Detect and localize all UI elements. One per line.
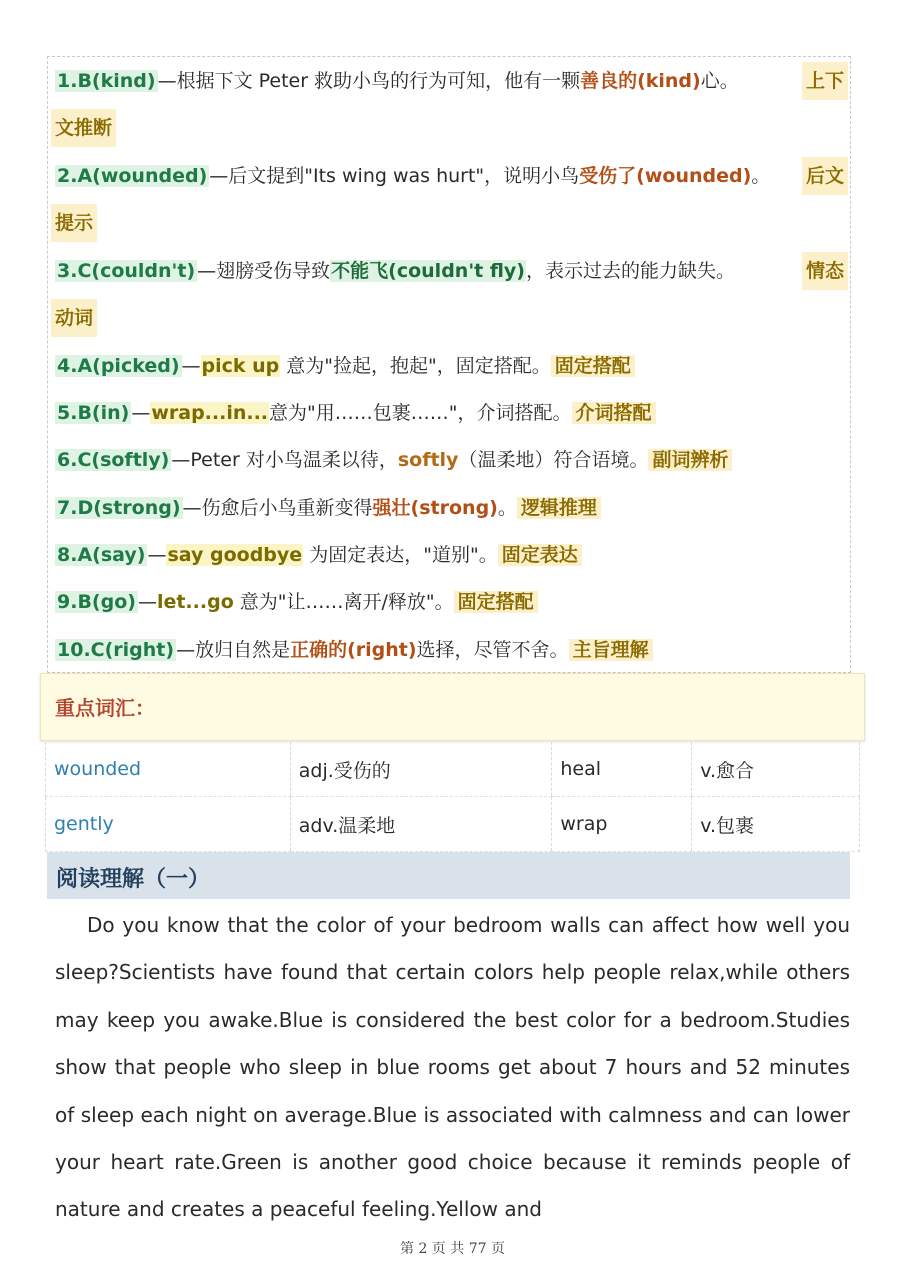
answer-8 [55,536,582,574]
answer-text: 伤愈后小鸟重新变得 [201,497,373,519]
section-header [47,852,850,899]
answer-text-2: 选择，尽管不舍。 [416,639,569,661]
answer-tag: 情态 [802,252,848,290]
answer-tag: 固定搭配 [454,591,538,613]
vocab-definition: v.愈合 [692,742,860,797]
answer-keyword: say goodbye [167,544,303,566]
vocab-row [46,797,860,852]
vocab-word: gently [46,797,291,852]
answer-label: 6.C(softly) [57,449,170,471]
answer-text-2: （温柔地）符合语境。 [458,449,649,471]
answer-dash: — [171,449,191,471]
answer-4 [55,347,635,385]
answer-tag: 固定搭配 [551,355,635,377]
answer-text: 翅膀受伤导致 [216,260,331,282]
answer-label: 2.A(wounded) [57,165,208,187]
answer-text-2: ，表示过去的能力缺失。 [526,260,736,282]
answer-dash: — [181,355,201,377]
answer-dash: — [197,260,217,282]
answer-keyword: wrap...in... [151,402,269,424]
vocab-row [46,742,860,797]
answer-highlight: 受伤了(wounded) [579,165,752,187]
vocab-word: heal [552,742,692,797]
answer-label: 8.A(say) [57,544,146,566]
answer-label: 10.C(right) [57,639,175,661]
answer-dash: — [131,402,151,424]
answer-3 [55,252,735,290]
answer-text: 意为"让……离开/释放"。 [233,591,454,613]
answer-keyword: softly [397,449,459,471]
answer-tag-cont: 动词 [51,299,97,337]
vocab-definition: adv.温柔地 [290,797,552,852]
answer-text-2: 。 [751,165,771,187]
vocab-word: wrap [552,797,692,852]
vocab-header [40,673,865,741]
answer-tag: 后文 [802,157,848,195]
answer-7 [55,489,601,527]
answer-highlight: 不能飞(couldn't fly) [331,260,525,282]
answer-tag: 主旨理解 [569,639,653,661]
answer-keyword: pick up [201,355,280,377]
answer-highlight: 善良的(kind) [580,70,701,92]
answer-2 [55,157,770,195]
answer-tag: 上下 [802,62,848,100]
answer-text: 后文提到"Its wing was hurt"，说明小鸟 [228,165,580,187]
answer-tag: 固定表达 [498,544,582,566]
answer-label: 3.C(couldn't) [57,260,196,282]
answer-label: 1.B(kind) [57,70,156,92]
vocab-definition: v.包裹 [692,797,860,852]
answer-text: 根据下文 Peter 救助小鸟的行为可知，他有一颗 [176,70,581,92]
page-footer: 第 2 页 共 77 页 [400,1241,505,1257]
answer-dash: — [157,70,177,92]
answer-text: 意为"捡起，抱起"，固定搭配。 [280,355,551,377]
passage-paragraph: Do you know that the color of your bedroom walls can affect how well you sleep?Scientists have found that certain colors help people relax,while others may keep you awake.Blue is considered the best color for a bedroom.Studies show that people who sleep in blue rooms get about 7 hours and 52 minutes of sleep each night on average.Blue is associated with calmness and can lower your heart rate.Green is another good choice because it reminds people of nature and creates a peaceful feeling.Yellow and [55,913,850,1222]
answer-text: 为固定表达，"道别"。 [303,544,498,566]
answer-label: 4.A(picked) [57,355,180,377]
answer-label: 9.B(go) [57,591,136,613]
reading-passage [55,902,850,1234]
answer-label: 7.D(strong) [57,497,181,519]
answer-dash: — [176,639,196,661]
answer-tag: 介词搭配 [572,402,656,424]
answer-dash: — [182,497,202,519]
vocab-title: 重点词汇： [55,696,155,720]
answer-1 [55,62,739,100]
answer-tag: 逻辑推理 [517,497,601,519]
answer-highlight: 正确的(right) [290,639,417,661]
section-title: 阅读理解（一） [56,867,211,892]
answer-text-2: 。 [497,497,517,519]
answer-highlight: 强壮(strong) [372,497,498,519]
answer-dash: — [209,165,229,187]
answer-5 [55,394,656,432]
answer-dash: — [147,544,167,566]
answer-keyword: let...go [156,591,234,613]
answer-6 [55,441,732,479]
vocab-word: wounded [46,742,291,797]
vocab-definition: adj.受伤的 [290,742,552,797]
answer-text: 意为"用……包裹……"，介词搭配。 [269,402,572,424]
answer-tag-cont: 文推断 [51,109,116,147]
answer-tag: 副词辨析 [648,449,732,471]
answer-text: Peter 对小鸟温柔以待， [190,449,398,471]
answer-text-2: 心。 [700,70,739,92]
answer-9 [55,583,538,621]
answer-10 [55,631,653,669]
answer-dash: — [137,591,157,613]
answer-text: 放归自然是 [195,639,291,661]
vocab-table [45,742,860,852]
answer-tag-cont: 提示 [51,204,97,242]
answer-label: 5.B(in) [57,402,130,424]
